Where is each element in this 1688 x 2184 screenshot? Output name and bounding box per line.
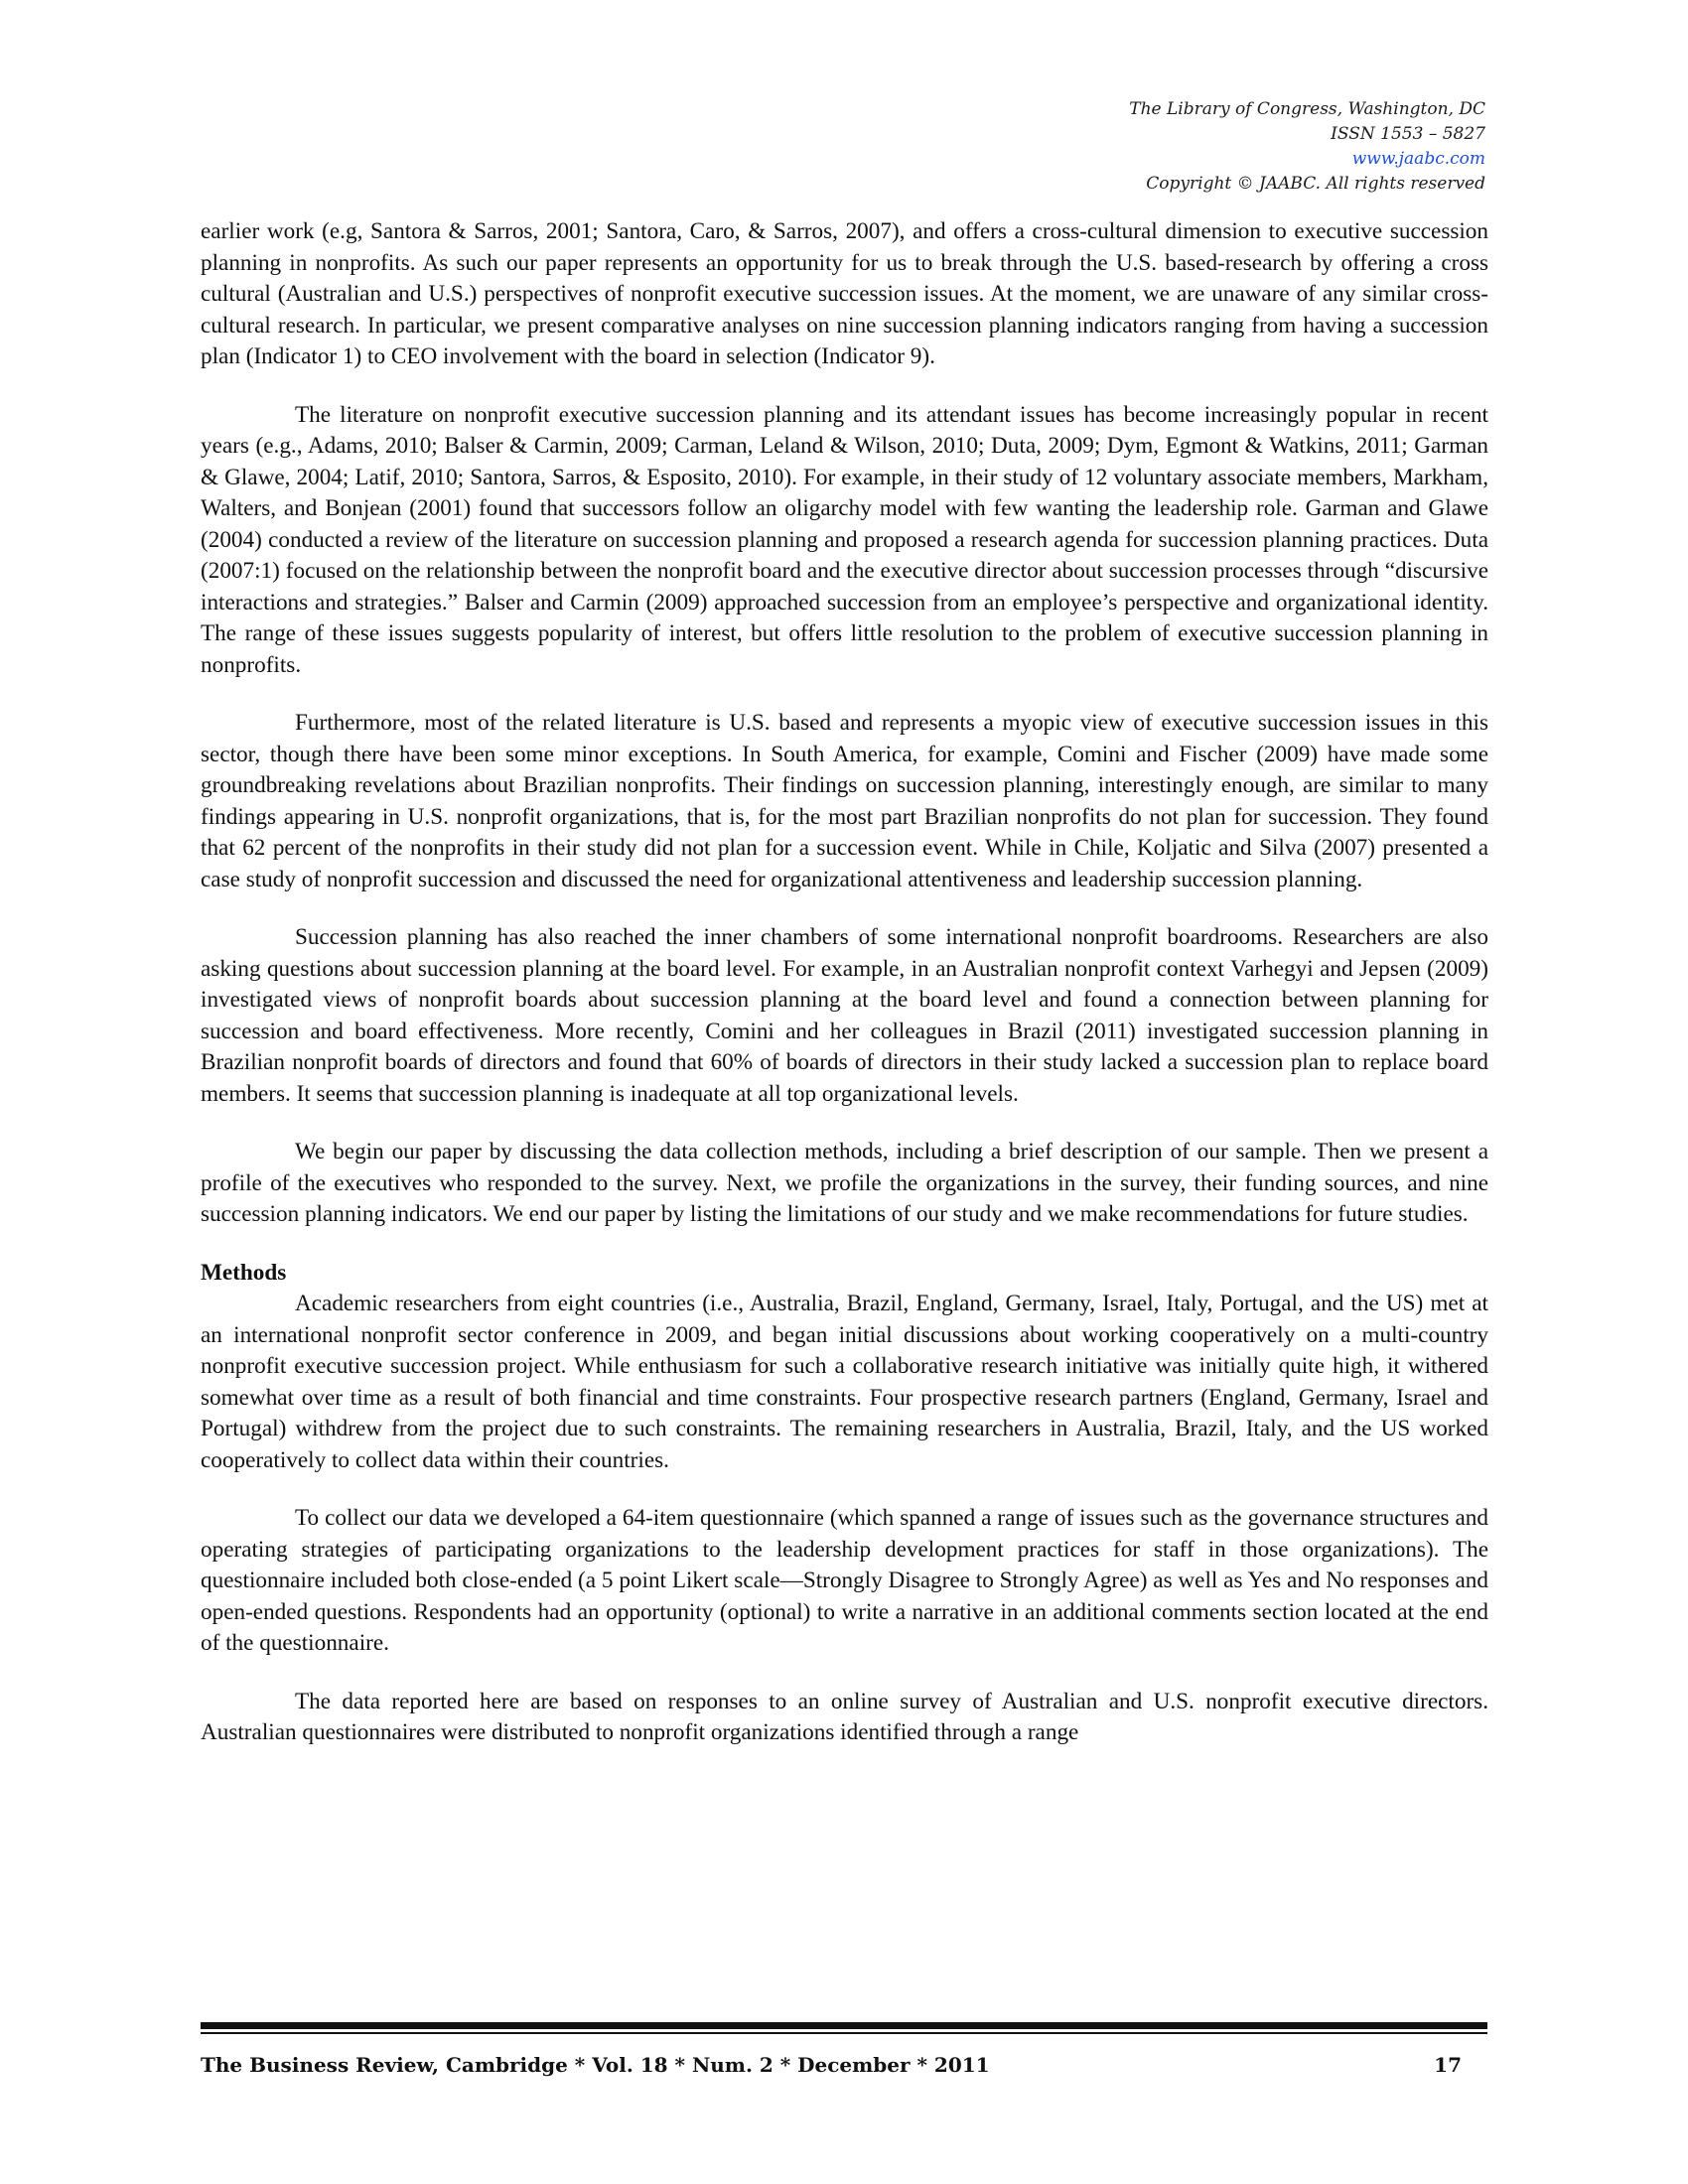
header-publisher: The Library of Congress, Washington, DC — [1129, 99, 1485, 119]
paragraph: The literature on nonprofit executive succession planning and its attendant issues has become increasingly popular in recent years (e.g., Adams, 2010; Balser & Carmin, 2009; Carman, Leland & Wilson, 2010; Duta, 2009; Dym, Egmont & Watkins, 2011; Garman & Glawe, 2004; Latif, 2010; Santora, Sarros, & Esposito, 2010). For example, in their study of 12 voluntary associate members, Markham, Walters, and Bonjean (2001) found that successors follow an oligarchy model with few wanting the leadership role. Garman and Glawe (2004) conducted a review of the literature on succession planning and proposed a research agenda for succession planning practices. Duta (2007:1) focused on the relationship between the nonprofit board and the executive director about succession processes through “discursive interactions and strategies.” Balser and Carmin (2009) approached succession from an employee’s perspective and organizational identity. The range of these issues suggests popularity of interest, but offers little resolution to the problem of executive succession planning in nonprofits. — [201, 401, 1488, 678]
paragraph: Academic researchers from eight countries (i.e., Australia, Brazil, England, Germany, Israel, Italy, Portugal, and the US) met at an international nonprofit sector conference in 2009, and began initial discussions about working cooperatively on a multi-country nonprofit executive succession project. While enthusiasm for such a collaborative research initiative was initially quite high, it withered somewhat over time as a result of both financial and time constraints. Four prospective research partners (England, Germany, Israel and Portugal) withdrew from the project due to such constraints. The remaining researchers in Australia, Brazil, Italy, and the US worked cooperatively to collect data within their countries. — [201, 1291, 1488, 1473]
page-number: 17 — [1434, 2053, 1462, 2077]
header-copyright: Copyright © JAABC. All rights reserved — [1146, 174, 1485, 194]
paragraph: We begin our paper by discussing the data collection methods, including a brief description of our sample. Then we present a profile of the executives who responded to the survey. Next, we profile the organizations in the survey, their funding sources, and nine succession planning indicators. We end our paper by listing the limitations of our study and we make recommendations for future studies. — [201, 1139, 1488, 1227]
paragraph: The data reported here are based on responses to an online survey of Australian and U.S. nonprofit executive directors. Australian questionnaires were distributed to nonprofit organizations identified through a range — [201, 1688, 1488, 1745]
header-website-link[interactable]: www.jaabc.com — [1351, 149, 1485, 169]
paragraph: To collect our data we developed a 64-item questionnaire (which spanned a range of issues such as the governance structures and operating strategies of participating organizations to the leadership development practices for staff in those organizations). The questionnaire included both close-ended (a 5 point Likert scale—Strongly Disagree to Strongly Agree) as well as Yes and No responses and open-ended questions. Respondents had an opportunity (optional) to write a narrative in an additional comments section located at the end of the questionnaire. — [201, 1505, 1488, 1656]
paragraph: Furthermore, most of the related literature is U.S. based and represents a myopic view of executive succession issues in this sector, though there have been some minor exceptions. In South America, for example, Comini and Fischer (2009) have made some groundbreaking revelations about Brazilian nonprofits. Their findings on succession planning, interestingly enough, are similar to many findings appearing in U.S. nonprofit organizations, that is, for the most part Brazilian nonprofits do not plan for succession. They found that 62 percent of the nonprofits in their study did not plan for a succession event. While in Chile, Koljatic and Silva (2007) presented a case study of nonprofit succession and discussed the need for organizational attentiveness and leadership succession planning. — [201, 710, 1488, 892]
running-header — [969, 97, 1485, 197]
footer-rule-thin — [201, 2032, 1487, 2034]
section-heading-methods: Methods — [201, 1259, 287, 1286]
header-issn: ISSN 1553 – 5827 — [1331, 124, 1485, 144]
paragraph: earlier work (e.g, Santora & Sarros, 2001; Santora, Caro, & Sarros, 2007), and offers a cross-cultural dimension to executive succession planning in nonprofits. As such our paper represents an opportunity for us to break through the U.S. based-research by offering a cross cultural (Australian and U.S.) perspectives of nonprofit executive succession issues. At the moment, we are unaware of any similar cross-cultural research. In particular, we present comparative analyses on nine succession planning indicators ranging from having a succession plan (Indicator 1) to CEO involvement with the board in selection (Indicator 9). — [201, 218, 1488, 369]
footer-rule — [201, 2022, 1487, 2029]
running-footer — [201, 2053, 1462, 2077]
paragraph: Succession planning has also reached the inner chambers of some international nonprofit boardrooms. Researchers are also asking questions about succession planning at the board level. For example, in an Australian nonprofit context Varhegyi and Jepsen (2009) investigated views of nonprofit boards about succession planning at the board level and found a connection between planning for succession and board effectiveness. More recently, Comini and her colleagues in Brazil (2011) investigated succession planning in Brazilian nonprofit boards of directors and found that 60% of boards of directors in their study lacked a succession plan to replace board members. It seems that succession planning is inadequate at all top organizational levels. — [201, 924, 1488, 1107]
footer-journal-citation: The Business Review, Cambridge * Vol. 18 * Num. 2 * December * 2011 — [201, 2053, 990, 2077]
article-body — [201, 216, 1488, 1776]
